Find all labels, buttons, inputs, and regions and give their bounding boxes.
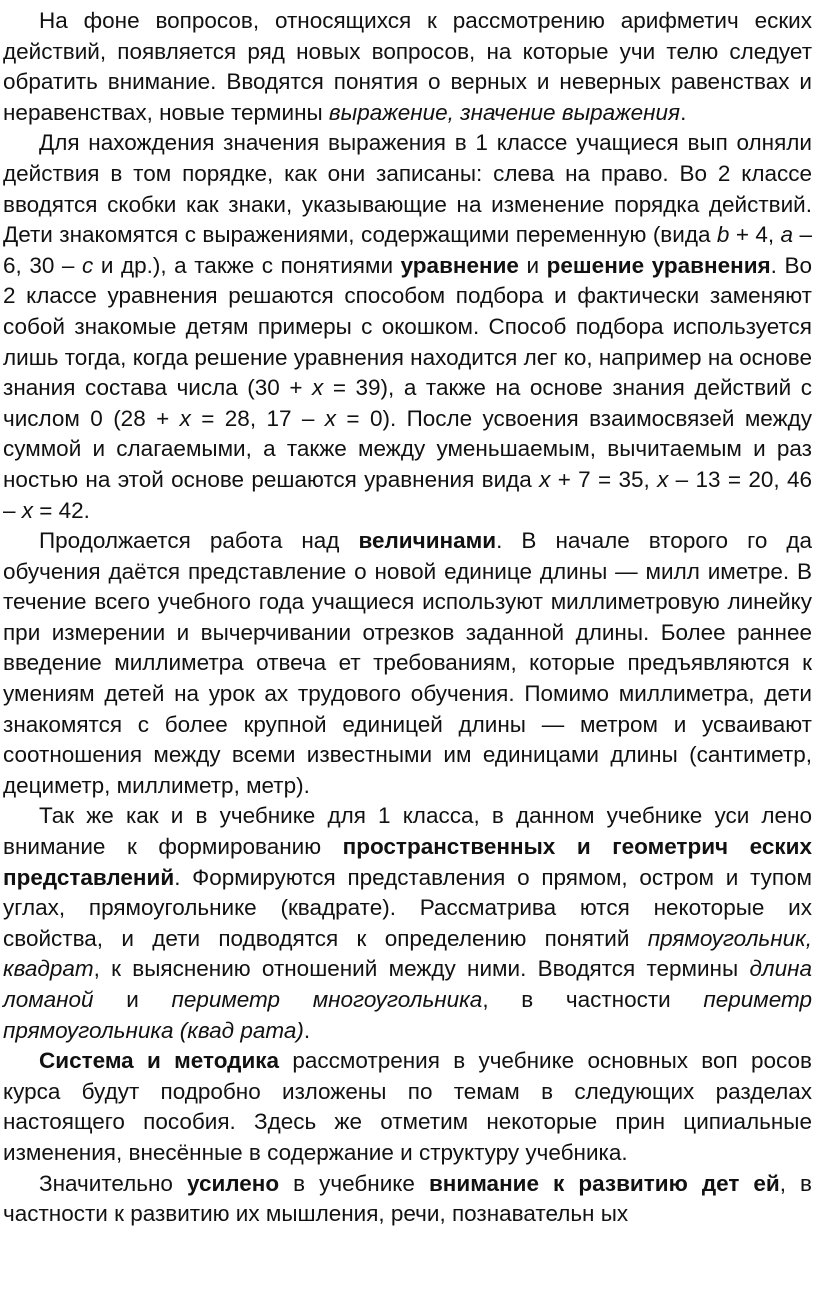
text-run: = 39), а также на основе знания действий с числом 0 (28 + bbox=[3, 375, 812, 431]
text-run: . Формируются представления о прямом, остром и тупом углах, прямоугольнике (квадрате). Рассматрива ются некоторые их свойства, и дети подводятся к определению понятий bbox=[3, 864, 812, 951]
text-run: длина ломаной bbox=[3, 956, 812, 1012]
text-run: внимание к развитию дет ей bbox=[428, 1170, 780, 1196]
text-run: На фоне вопросов, относящихся к рассмотрению арифметич еских действий, появляется ряд новых вопросов, на которые учи телю следует обратить внимание. Вводятся понятия о верных и неверных равенствах и неравенствах, новые термины bbox=[3, 8, 812, 125]
text-run: выражение, значение выражения bbox=[328, 99, 681, 125]
text-run: – 13 = 20, 46 – bbox=[3, 466, 812, 523]
text-run: , в частности bbox=[482, 987, 704, 1012]
text-run: решение уравнения bbox=[546, 252, 771, 278]
text-run: = 42. bbox=[33, 497, 90, 523]
text-run: + 4, bbox=[729, 222, 781, 248]
text-run: периметр многоугольника bbox=[171, 987, 483, 1012]
text-run: x bbox=[312, 375, 324, 401]
text-run: Продолжается работа над bbox=[39, 528, 359, 554]
text-run: x bbox=[657, 466, 669, 492]
text-run: величинами bbox=[358, 528, 497, 554]
text-run: c bbox=[82, 252, 94, 278]
text-run: Значительно bbox=[39, 1170, 187, 1196]
text-run: . Во 2 классе уравнения решаются способом подбора и фактически заменяют собой знакомые детям примеры с окошком. Способ подбора используется лишь тогда, когда решение уравнения находится лег ко, например на основе знания состава числа (30 + bbox=[3, 252, 813, 401]
text-run: и др.), а также с понятиями bbox=[93, 252, 401, 278]
text-run: x bbox=[539, 466, 551, 492]
text-run: x bbox=[21, 497, 34, 523]
text-run: в учебнике bbox=[279, 1170, 429, 1196]
paragraph-4 bbox=[3, 801, 812, 1046]
paragraph-2 bbox=[3, 128, 812, 526]
text-run: b bbox=[716, 222, 730, 248]
text-run: и bbox=[518, 252, 547, 278]
text-run: Система и методика bbox=[39, 1048, 280, 1074]
text-run: усилено bbox=[186, 1170, 280, 1196]
paragraph-6 bbox=[3, 1169, 812, 1230]
text-run: , к выяснению отношений между ними. Вводятся термины bbox=[93, 956, 750, 982]
text-run: уравнение bbox=[400, 252, 519, 278]
text-run: a bbox=[780, 222, 794, 248]
paragraph-3 bbox=[3, 526, 812, 801]
text-run: . bbox=[680, 99, 687, 125]
text-run: пространственных и геометрич еских представлений bbox=[3, 834, 812, 890]
text-run: x bbox=[179, 405, 191, 431]
text-body bbox=[3, 6, 812, 1230]
text-run: = 0). После усвоения взаимосвязей между суммой и слагаемыми, а также между уменьшаемым, вычитаемым и раз ностью на этой основе решаются уравнения вида bbox=[3, 405, 812, 492]
text-run: и bbox=[93, 987, 172, 1012]
text-run: рассмотрения в учебнике основных воп росов курса будут подробно изложены по темам в следующих разделах настоящего пособия. Здесь же отметим некоторые прин ципиальные изменения, внесённые в содержание и структуру учебника. bbox=[3, 1048, 812, 1165]
text-run: x bbox=[324, 405, 337, 431]
text-run: – 6, 30 – bbox=[3, 222, 812, 278]
text-run: периметр прямоугольника (квад рата) bbox=[3, 987, 812, 1043]
text-run: . В начале второго го да обучения даётся представление о новой единице длины — милл иметре. В течение всего учебного года учащиеся используют миллиметровую линейку при измерении и вычерчивании отрезков заданной длины. Более раннее введение миллиметра отвеча ет требованиям, которые предъявляются к умениям детей на урок ах трудового обучения. Помимо миллиметра, дети знакомятся с более крупной единицей длины — метром и усваивают соотношения между всеми известными им единицами длины (сантиметр, дециметр, миллиметр, метр). bbox=[3, 528, 813, 798]
text-run: Для нахождения значения выражения в 1 классе учащиеся вып олняли действия в том порядке, как они записаны: слева на право. Во 2 классе вводятся скобки как знаки, указывающие на изменение порядка действий. Дети знакомятся с выражениями, содержащими переменную (вида bbox=[3, 130, 812, 248]
text-run: , в частности к развитию их мышления, речи, познавательн ых bbox=[3, 1170, 812, 1227]
text-run: = 28, 17 – bbox=[190, 405, 325, 431]
text-run: Так же как и в учебнике для 1 класса, в данном учебнике уси лено внимание к формированию bbox=[3, 803, 812, 860]
text-run: прямоугольник, квадрат bbox=[3, 925, 812, 982]
paragraph-5 bbox=[3, 1046, 812, 1168]
paragraph-1 bbox=[3, 6, 812, 128]
text-run: . bbox=[303, 1017, 311, 1043]
text-run: + 7 = 35, bbox=[550, 466, 658, 492]
